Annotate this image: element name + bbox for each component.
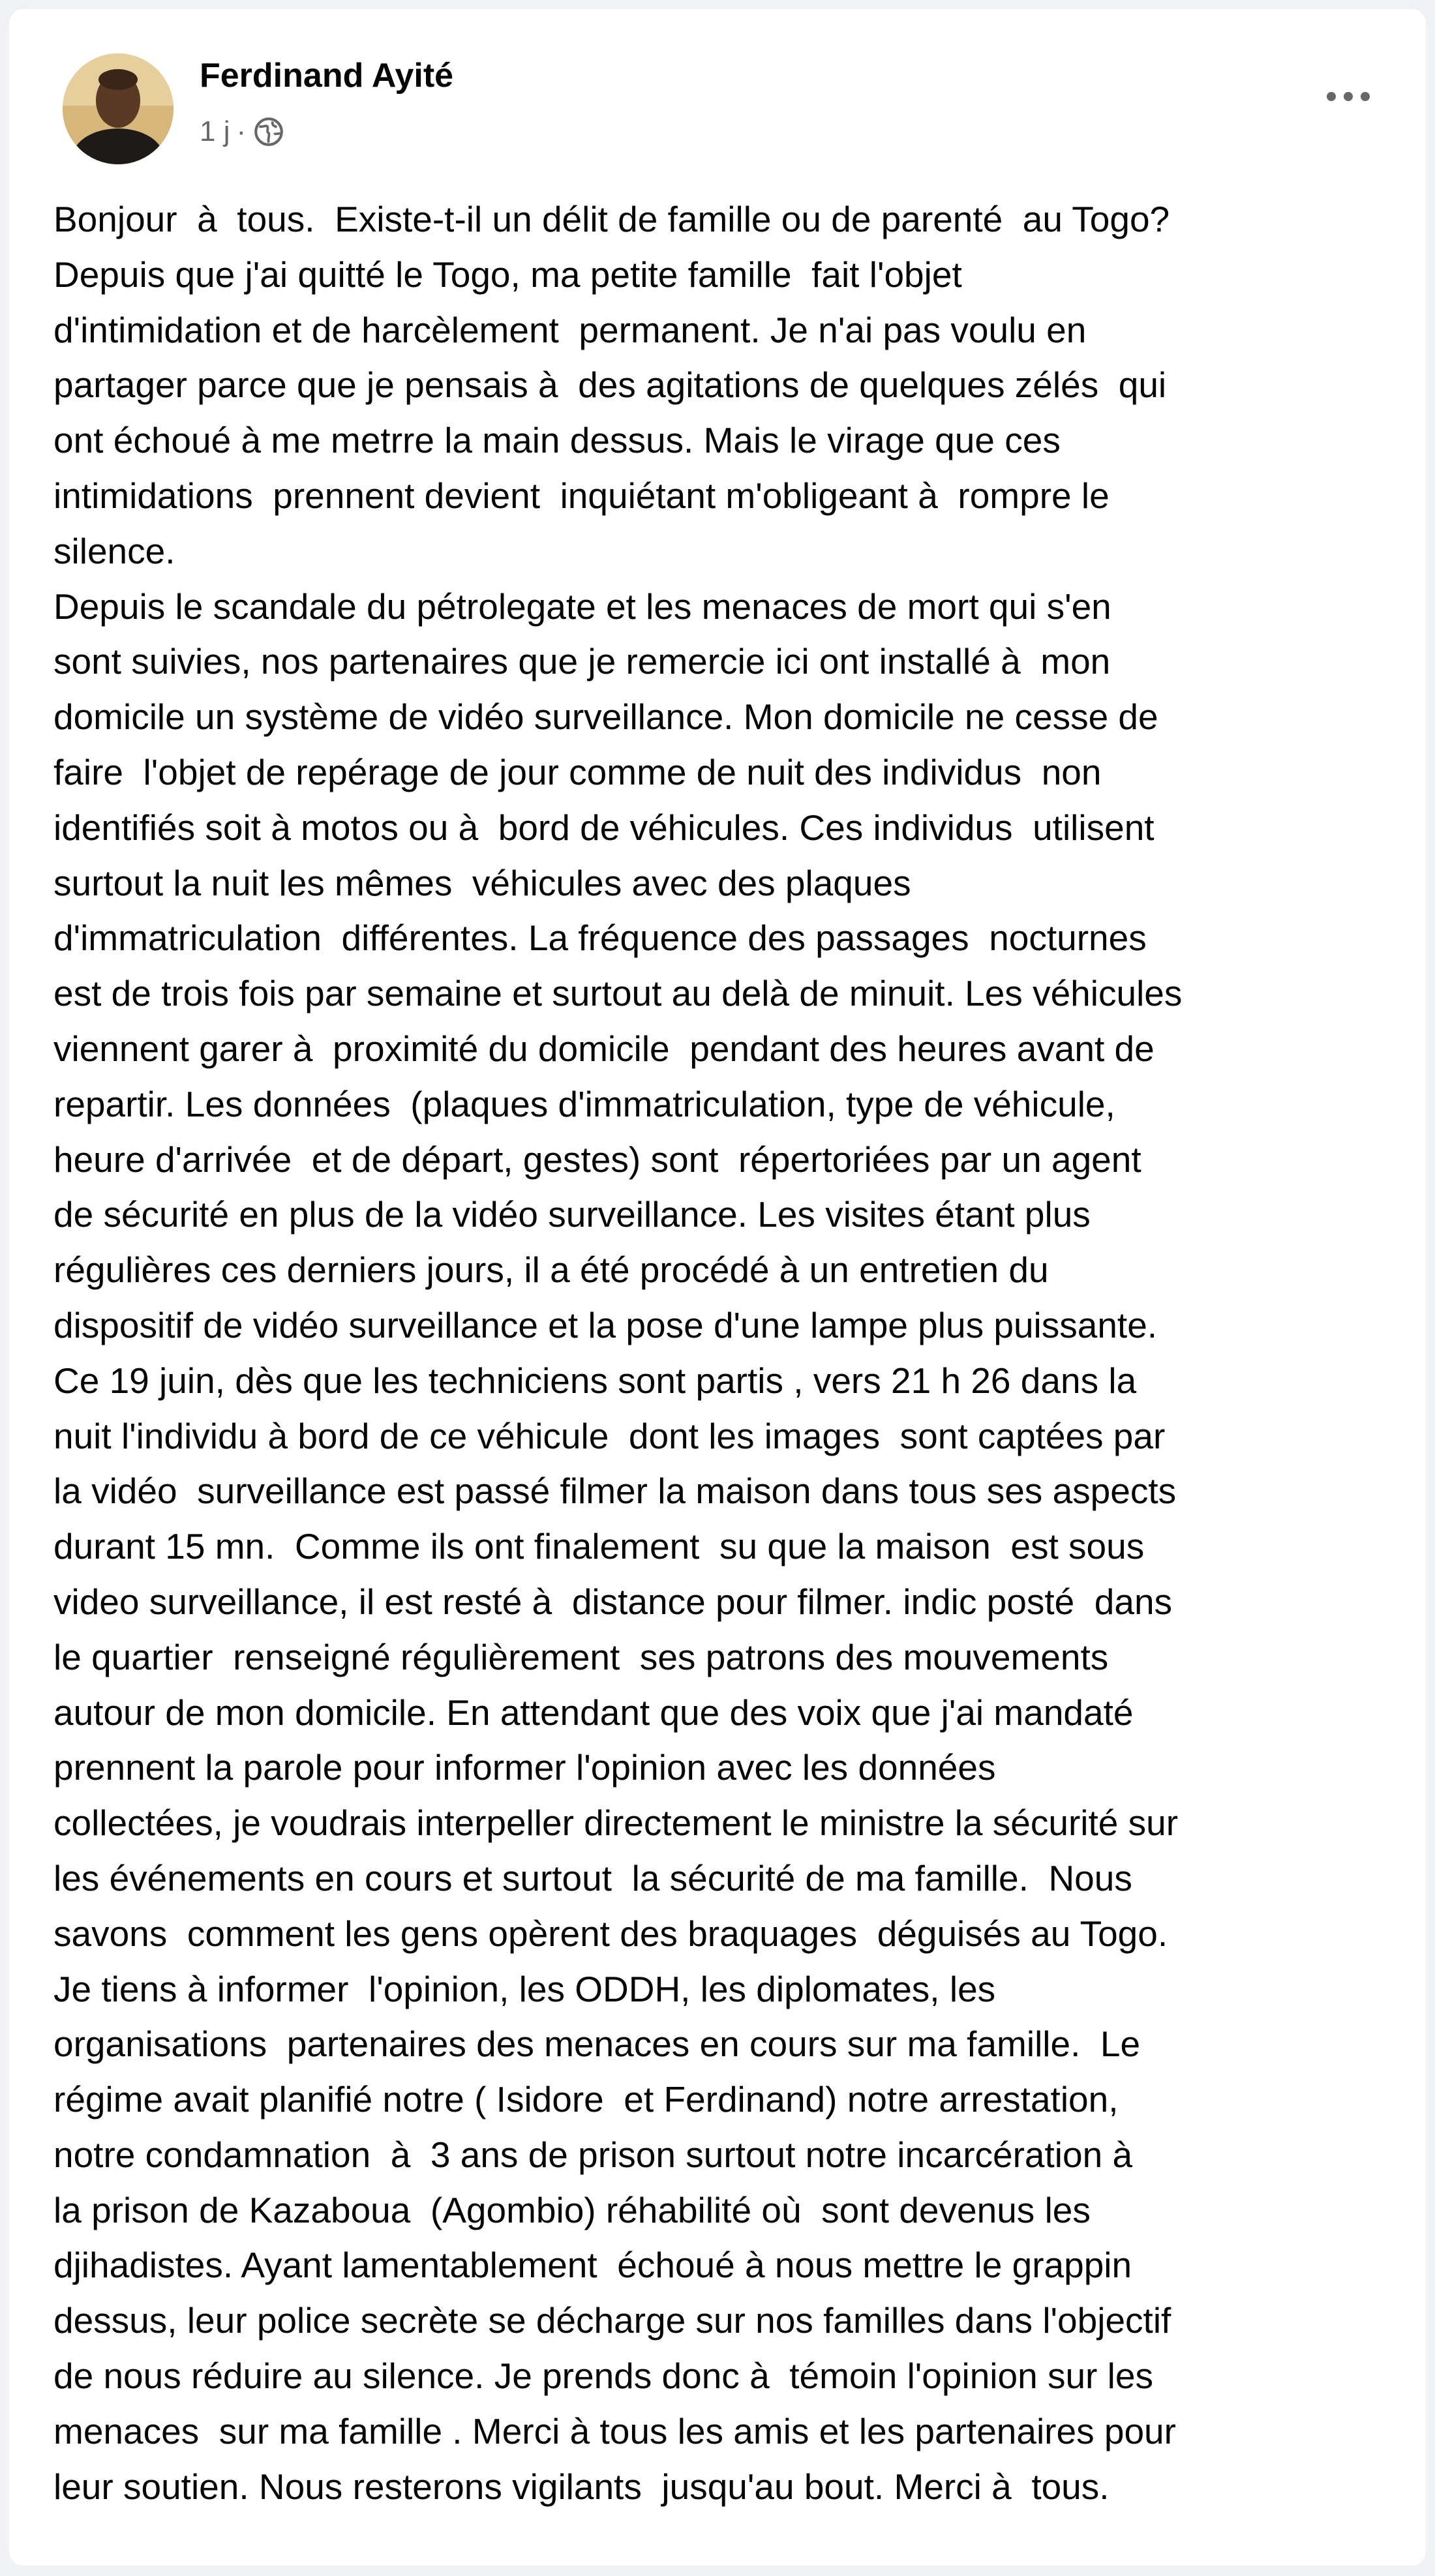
post-text-line: de sécurité en plus de la vidéo surveillance. Les visites étant plus: [53, 1194, 1091, 1235]
post-text-line: domicile un système de vidéo surveillance. Mon domicile ne cesse de: [53, 696, 1158, 738]
author-name[interactable]: Ferdinand Ayité: [200, 57, 454, 95]
post-text-line: durant 15 mn. Comme ils ont finalement su que la maison est sous: [53, 1526, 1145, 1567]
post-text-line: djihadistes. Ayant lamentablement échoué à nous mettre le grappin: [53, 2245, 1132, 2286]
post-text-line: d'immatriculation différentes. La fréquence des passages nocturnes: [53, 918, 1147, 959]
post-text: [53, 192, 1410, 2514]
post-text-line: le quartier renseigné régulièrement ses patrons des mouvements: [53, 1636, 1109, 1677]
post-text-line: silence.: [53, 530, 175, 571]
more-options-button[interactable]: [1312, 70, 1384, 123]
post-text-line: dessus, leur police secrète se décharge sur nos familles dans l'objectif: [53, 2300, 1171, 2341]
post-text-line: Depuis le scandale du pétrolegate et les menaces de mort qui s'en: [53, 586, 1111, 627]
post-text-line: organisations partenaires des menaces en cours sur ma famille. Le: [53, 2024, 1141, 2065]
meta-separator: ·: [236, 115, 247, 147]
post-text-line: prennent la parole pour informer l'opinion avec les données: [53, 1747, 996, 1788]
post-text-line: partager parce que je pensais à des agitations de quelques zélés qui: [53, 365, 1167, 406]
post-text-line: régulières ces derniers jours, il a été procédé à un entretien du: [53, 1250, 1049, 1291]
post-text-line: Je tiens à informer l'opinion, les ODDH, les diplomates, les: [53, 1968, 996, 2009]
post-text-line: sont suivies, nos partenaires que je remercie ici ont installé à mon: [53, 641, 1111, 682]
post-text-line: faire l'objet de repérage de jour comme de nuit des individus non: [53, 751, 1102, 792]
post-text-line: heure d'arrivée et de départ, gestes) sont répertoriées par un agent: [53, 1139, 1141, 1180]
post-text-line: viennent garer à proximité du domicile pendant des heures avant de: [53, 1028, 1155, 1069]
post-text-line: intimidations prennent devient inquiétant m'obligeant à rompre le: [53, 475, 1110, 516]
post-text-line: ont échoué à me metrre la main dessus. Mais le virage que ces: [53, 420, 1061, 461]
post-text-line: Bonjour à tous. Existe-t-il un délit de famille ou de parenté au Togo?: [53, 199, 1170, 239]
post-text-line: les événements en cours et surtout la sécurité de ma famille. Nous: [53, 1857, 1132, 1898]
post-text-line: surtout la nuit les mêmes véhicules avec des plaques: [53, 862, 911, 903]
post-text-line: la vidéo surveillance est passé filmer la maison dans tous ses aspects: [53, 1471, 1177, 1512]
post-text-line: de nous réduire au silence. Je prends donc à témoin l'opinion sur les: [53, 2356, 1153, 2397]
post-text-line: repartir. Les données (plaques d'immatriculation, type de véhicule,: [53, 1083, 1115, 1124]
post-text-line: autour de mon domicile. En attendant que des voix que j'ai mandaté: [53, 1692, 1134, 1733]
post-text-line: leur soutien. Nous resterons vigilants jusqu'au bout. Merci à tous.: [53, 2466, 1110, 2507]
post-text-line: Depuis que j'ai quitté le Togo, ma petite famille fait l'objet: [53, 254, 962, 295]
post-text-line: dispositif de vidéo surveillance et la pose d'une lampe plus puissante.: [53, 1304, 1158, 1345]
globe-icon[interactable]: [252, 115, 285, 148]
post-text-line: la prison de Kazaboua (Agombio) réhabilité où sont devenus les: [53, 2189, 1091, 2230]
post-text-line: d'intimidation et de harcèlement permanent. Je n'ai pas voulu en: [53, 309, 1087, 350]
post-text-line: Ce 19 juin, dès que les techniciens sont partis , vers 21 h 26 dans la: [53, 1360, 1137, 1401]
post-text-line: nuit l'individu à bord de ce véhicule dont les images sont captées par: [53, 1415, 1166, 1456]
post-header: [50, 44, 1387, 168]
post-meta: [200, 112, 285, 151]
post-text-line: collectées, je voudrais interpeller directement le ministre la sécurité sur: [53, 1803, 1179, 1844]
more-horizontal-icon: [1322, 89, 1374, 104]
post-text-line: identifiés soit à motos ou à bord de véhicules. Ces individus utilisent: [53, 807, 1155, 848]
post-text-line: notre condamnation à 3 ans de prison surtout notre incarcération à: [53, 2134, 1133, 2175]
post-text-line: régime avait planifié notre ( Isidore et Ferdinand) notre arrestation,: [53, 2079, 1119, 2120]
avatar[interactable]: [63, 53, 174, 164]
post-text-line: menaces sur ma famille . Merci à tous les amis et les partenaires pour: [53, 2410, 1176, 2451]
post-text-line: video surveillance, il est resté à distance pour filmer. indic posté dans: [53, 1581, 1173, 1622]
post-text-line: savons comment les gens opèrent des braquages déguisés au Togo.: [53, 1913, 1168, 1954]
avatar-image: [63, 53, 174, 164]
post-card: [9, 9, 1426, 2566]
post-timestamp[interactable]: 1 j: [200, 115, 230, 147]
post-text-line: est de trois fois par semaine et surtout au delà de minuit. Les véhicules: [53, 973, 1183, 1014]
